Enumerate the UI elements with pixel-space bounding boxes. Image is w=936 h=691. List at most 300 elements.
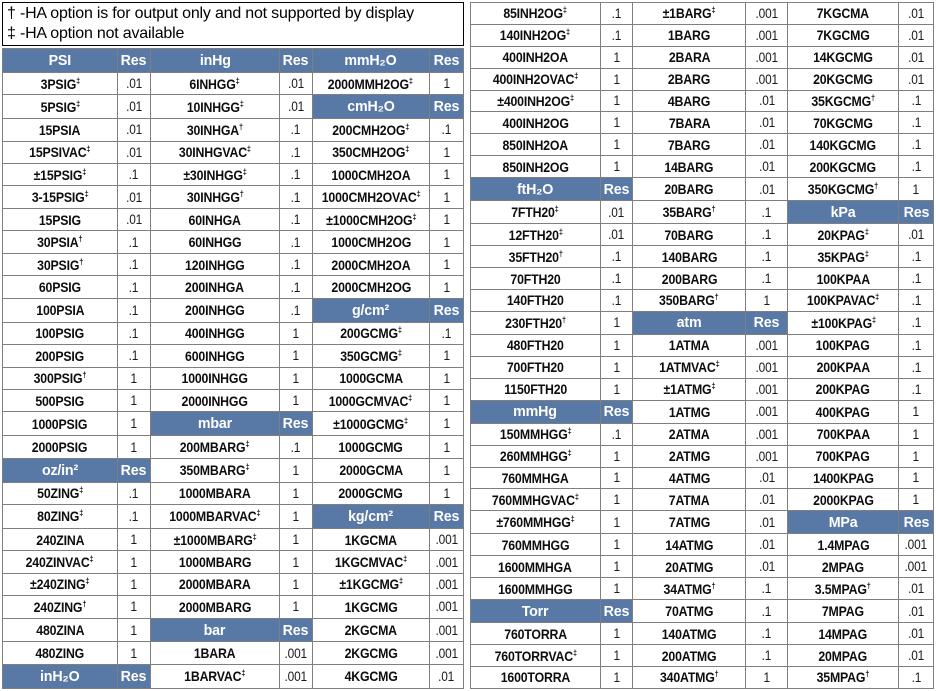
cell-text: ±1000GCMG‡ (333, 415, 409, 432)
cell-text: .1 (911, 381, 921, 397)
cell-text: 2BARA (668, 49, 711, 66)
cell-text: .1 (291, 257, 301, 273)
range-model-cell (471, 3, 601, 25)
cell-text: 1.4MPAG (817, 536, 870, 553)
range-model-cell (633, 156, 746, 178)
cell-text: .1 (291, 234, 301, 250)
cell-text: .1 (611, 27, 622, 43)
table-row (471, 246, 934, 268)
range-model-cell (633, 112, 746, 134)
resolution-value-cell (117, 119, 150, 141)
table-row (3, 664, 464, 688)
footnote-marker: ‡ (572, 646, 577, 657)
range-model-cell (3, 208, 118, 230)
cell-text: 60INHGG (188, 234, 242, 251)
cell-text: 3.5MPAG† (815, 579, 872, 597)
cell-text: 1 (613, 514, 620, 530)
cell-text: 1 (130, 622, 137, 638)
resolution-value-cell (899, 400, 934, 423)
cell-text: 1ATMG (668, 403, 710, 420)
resolution-value-cell (600, 623, 632, 645)
cell-text: Res (433, 98, 460, 116)
table-row (471, 46, 934, 68)
resolution-value-cell (899, 489, 934, 511)
footnote-marker: ‡ (715, 358, 720, 369)
cell-text: .1 (128, 279, 139, 295)
resolution-value-cell (280, 596, 313, 618)
range-model-cell (3, 322, 118, 344)
resolution-value-cell (899, 156, 934, 178)
cell-text: 1 (613, 626, 620, 642)
range-model-cell (150, 119, 280, 141)
range-model-cell (471, 467, 601, 489)
cell-text: 200INHGA (185, 279, 245, 296)
footnote-marker: ‡ (402, 553, 407, 564)
range-model-cell (633, 578, 746, 600)
table-row (471, 578, 934, 600)
cell-text: 30PSIG† (36, 255, 83, 273)
cell-text: kPa (830, 203, 856, 221)
range-model-cell (471, 201, 601, 224)
table-row (471, 334, 934, 356)
resolution-value-cell (280, 164, 313, 186)
range-model-cell (312, 208, 429, 230)
resolution-value-cell (429, 551, 463, 573)
footnote-marker: ‡ (398, 575, 403, 586)
table-row (471, 489, 934, 511)
cell-text: .1 (128, 302, 139, 318)
range-model-cell (633, 645, 746, 667)
range-model-cell (150, 141, 280, 163)
cell-text: 14MPAG (818, 625, 868, 642)
footnote-double-dagger: ‡ -HA option not available (7, 25, 185, 42)
cell-text: .1 (761, 271, 772, 286)
cell-text: 1 (292, 370, 300, 386)
resolution-value-cell (746, 356, 788, 378)
range-model-cell (150, 367, 280, 389)
footnote-marker: † (239, 188, 244, 199)
footnote-marker: ‡ (711, 4, 716, 15)
resolution-value-cell (117, 164, 150, 186)
cell-text: 350MBARG‡ (179, 461, 250, 479)
cell-text: .1 (128, 167, 139, 183)
resolution-value-cell (899, 46, 934, 68)
cell-text: 240ZINVAC‡ (25, 553, 94, 571)
range-model-cell (633, 68, 746, 90)
cell-text: 1 (613, 381, 620, 397)
cell-text: 140KGCMG (809, 136, 877, 153)
table-row (471, 400, 934, 423)
range-model-cell (312, 482, 429, 504)
resolution-value-cell (429, 458, 463, 482)
range-model-cell (3, 95, 118, 119)
resolution-value-cell (746, 534, 788, 556)
table-row (3, 390, 464, 412)
cell-text: 1400KPAG (812, 469, 874, 486)
cell-text: mmHg (513, 403, 558, 421)
cell-text: 35KPAG‡ (817, 247, 869, 265)
cell-text: 340ATMG† (659, 668, 719, 686)
footnote-marker: ‡ (78, 507, 83, 518)
resolution-value-cell (280, 141, 313, 163)
resolution-value-cell (280, 458, 313, 482)
footnote-marker: ‡ (241, 667, 246, 678)
cell-text: 1000MBARVAC‡ (169, 507, 261, 525)
resolution-value-cell (117, 642, 150, 664)
pressure-ranges-table-left (2, 48, 464, 689)
cell-text: 70KGCMG (813, 114, 874, 131)
resolution-value-cell (746, 46, 788, 68)
cell-text: 1 (130, 393, 137, 409)
table-row (471, 90, 934, 112)
footnote-marker: ‡ (252, 530, 257, 541)
cell-text: 1 (613, 359, 620, 375)
range-model-cell (312, 528, 429, 550)
unit-header-cell (788, 201, 899, 224)
footnote-marker: ‡ (411, 211, 416, 222)
range-model-cell (312, 322, 429, 344)
cell-text: Res (433, 301, 460, 319)
resolution-value-cell (746, 623, 788, 645)
cell-text: 70BARG (664, 226, 714, 243)
footnote-marker: ‡ (75, 98, 80, 108)
resolution-value-cell (280, 573, 313, 595)
resolution-value-cell (600, 378, 632, 400)
cell-text: Res (283, 51, 309, 69)
range-model-cell (150, 436, 280, 458)
range-model-cell (471, 489, 601, 511)
cell-text: PSI (48, 51, 72, 69)
resolution-value-cell (600, 201, 632, 224)
cell-text: kg/cm² (348, 507, 394, 525)
cell-text: 2000GCMA (338, 462, 403, 479)
cell-text: 1ATMVAC‡ (659, 358, 720, 376)
footnote-marker: ‡ (864, 226, 869, 237)
resolution-value-cell (280, 276, 313, 298)
resolution-value-cell (600, 112, 632, 134)
resolution-value-cell (899, 578, 934, 600)
cell-text: .001 (435, 622, 458, 638)
cell-text: 150MMHGG‡ (499, 425, 572, 443)
cell-text: Res (120, 667, 147, 685)
table-row (3, 505, 464, 529)
resolution-value-cell (600, 467, 632, 489)
range-model-cell (471, 289, 601, 311)
footnote-marker: † (714, 668, 719, 679)
resolution-value-cell (429, 596, 463, 618)
unit-header-cell (3, 458, 118, 482)
table-row (3, 119, 464, 141)
unit-header-cell (312, 505, 429, 529)
cell-text: 7BARG (668, 136, 711, 153)
unit-header-cell (150, 618, 280, 642)
cell-text: 200MBARG‡ (179, 438, 250, 456)
right-column (470, 2, 934, 689)
range-model-cell (471, 578, 601, 600)
resolution-value-cell (280, 186, 313, 208)
cell-text: 70FTH20 (510, 270, 561, 287)
range-model-cell (312, 390, 429, 412)
cell-text: ±1000MBARG‡ (173, 530, 257, 548)
range-model-cell (633, 666, 746, 688)
cell-text: 1 (292, 508, 300, 524)
cell-text: ±1ATMG‡ (663, 380, 716, 398)
cell-text: .001 (755, 49, 778, 65)
range-model-cell (633, 334, 746, 356)
resolution-value-cell (280, 72, 313, 94)
cell-text: 1 (912, 492, 920, 508)
footnote-marker: ‡ (239, 98, 244, 108)
cell-text: .01 (287, 76, 304, 92)
cell-text: 1 (443, 485, 450, 501)
footnote-marker: † (874, 180, 879, 191)
cell-text: ±1BARG‡ (662, 4, 716, 22)
cell-text: 1000CMH2OA (331, 166, 411, 183)
res-header-cell (117, 664, 150, 688)
resolution-value-cell (117, 298, 150, 322)
cell-text: .01 (125, 76, 142, 92)
table-row (3, 208, 464, 230)
resolution-value-cell (117, 482, 150, 504)
range-model-cell (150, 253, 280, 275)
resolution-value-cell (600, 666, 632, 688)
cell-text: 350CMH2OG‡ (332, 143, 410, 161)
resolution-value-cell (117, 528, 150, 550)
cell-text: 1000MBARG (178, 554, 251, 571)
range-model-cell (788, 489, 899, 511)
range-model-cell (312, 596, 429, 618)
cell-text: 4ATMG (668, 469, 710, 486)
resolution-value-cell (746, 645, 788, 667)
range-model-cell (633, 90, 746, 112)
range-model-cell (3, 528, 118, 550)
cell-text: 1600MMHGG (498, 580, 573, 597)
cell-text: .01 (608, 227, 625, 243)
cell-text: 30PSIA† (37, 233, 83, 251)
cell-text: .001 (435, 532, 458, 548)
resolution-value-cell (899, 534, 934, 556)
cell-text: .1 (291, 144, 301, 160)
resolution-value-cell (746, 268, 788, 290)
resolution-value-cell (600, 556, 632, 578)
cell-text: 1 (130, 645, 137, 661)
range-model-cell (471, 46, 601, 68)
resolution-value-cell (280, 345, 313, 367)
cell-text: .1 (761, 626, 772, 642)
resolution-value-cell (746, 666, 788, 688)
resolution-value-cell (429, 436, 463, 458)
range-model-cell (150, 298, 280, 322)
res-header-cell (429, 49, 463, 73)
resolution-value-cell (746, 289, 788, 311)
resolution-value-cell (429, 119, 463, 141)
resolution-value-cell (746, 90, 788, 112)
cell-text: 1000PSIG (32, 415, 88, 432)
cell-text: inHg (199, 51, 231, 69)
cell-text: .1 (128, 234, 139, 250)
range-model-cell (312, 618, 429, 642)
resolution-value-cell (600, 578, 632, 600)
table-row (3, 231, 464, 253)
table-row (3, 573, 464, 595)
table-row (3, 618, 464, 642)
resolution-value-cell (280, 528, 313, 550)
cell-text: .001 (435, 599, 458, 615)
cell-text: Res (753, 314, 780, 332)
resolution-value-cell (600, 268, 632, 290)
cell-text: .1 (291, 302, 301, 318)
cell-text: .1 (911, 315, 921, 331)
cell-text: 240ZINA (35, 531, 84, 548)
range-model-cell (471, 112, 601, 134)
range-model-cell (150, 72, 280, 94)
cell-text: 400INH2OVAC‡ (492, 70, 578, 88)
cell-text: .1 (911, 669, 921, 685)
cell-text: ±30INHGG‡ (183, 166, 247, 183)
range-model-cell (3, 367, 118, 389)
range-model-cell (471, 334, 601, 356)
resolution-value-cell (117, 276, 150, 298)
resolution-value-cell (746, 600, 788, 623)
table-row (3, 642, 464, 664)
cell-text: 20MPAG (818, 647, 868, 664)
resolution-value-cell (600, 311, 632, 334)
range-model-cell (3, 253, 118, 275)
cell-text: 140BARG (661, 248, 718, 265)
unit-header-cell (471, 400, 601, 423)
range-model-cell (150, 505, 280, 529)
cell-text: 200CMH2OG‡ (332, 121, 410, 138)
resolution-value-cell (899, 134, 934, 156)
range-model-cell (471, 556, 601, 578)
resolution-value-cell (746, 489, 788, 511)
pressure-ranges-table-right (470, 2, 934, 689)
res-header-cell (899, 201, 934, 224)
table-body (3, 49, 464, 689)
table-row (471, 556, 934, 578)
resolution-value-cell (117, 345, 150, 367)
cell-text: .01 (908, 27, 925, 43)
resolution-value-cell (429, 141, 463, 163)
cell-text: .01 (758, 115, 775, 131)
cell-text: 350GCMG‡ (339, 347, 402, 364)
footnote-marker: † (711, 579, 716, 590)
cell-text: .01 (438, 668, 455, 684)
range-model-cell (633, 178, 746, 201)
cell-text: .01 (908, 581, 925, 597)
cell-text: Res (120, 51, 147, 69)
footnote-marker: ‡ (242, 166, 247, 177)
range-model-cell (633, 600, 746, 623)
footnote-marker: † (82, 598, 87, 609)
cell-text: cmH₂O (347, 98, 395, 116)
range-model-cell (150, 208, 280, 230)
footnote-marker: ‡ (563, 4, 568, 15)
cell-text: .1 (761, 603, 772, 619)
footnote-marker: ‡ (405, 121, 410, 132)
resolution-value-cell (280, 482, 313, 504)
resolution-value-cell (746, 334, 788, 356)
cell-text: oz/in² (41, 461, 78, 479)
footnote-marker: ‡ (397, 347, 402, 358)
cell-text: 14KGCMG (813, 49, 874, 66)
range-model-cell (150, 322, 280, 344)
cell-text: .1 (611, 292, 622, 308)
cell-text: 1 (292, 462, 300, 478)
cell-text: 14BARG (664, 158, 714, 175)
cell-text: 6INHGG‡ (189, 74, 240, 92)
cell-text: 1000MBARA (178, 485, 251, 502)
cell-text: .001 (755, 27, 778, 43)
resolution-value-cell (429, 482, 463, 504)
cell-text: 100PSIA (35, 302, 84, 319)
range-model-cell (471, 24, 601, 46)
range-model-cell (471, 224, 601, 246)
resolution-value-cell (899, 334, 934, 356)
cell-text: .01 (287, 99, 304, 115)
range-model-cell (3, 119, 118, 141)
cell-text: .001 (435, 645, 458, 661)
table-row (471, 112, 934, 134)
range-model-cell (471, 511, 601, 534)
range-model-cell (633, 556, 746, 578)
resolution-value-cell (280, 119, 313, 141)
cell-text: .1 (128, 348, 139, 364)
resolution-value-cell (899, 445, 934, 467)
range-model-cell (150, 458, 280, 482)
table-row (471, 178, 934, 201)
cell-text: 1 (912, 404, 920, 420)
cell-text: 1 (130, 599, 137, 615)
resolution-value-cell (280, 322, 313, 344)
cell-text: 1 (763, 292, 770, 308)
cell-text: 1 (613, 470, 620, 486)
range-model-cell (788, 156, 899, 178)
footnote-marker: ‡ (86, 143, 91, 154)
cell-text: 5PSIG‡ (40, 98, 80, 115)
range-model-cell (150, 551, 280, 573)
range-model-cell (633, 289, 746, 311)
footnote-marker: ‡ (245, 461, 250, 472)
cell-text: .01 (125, 99, 142, 115)
table-row (471, 268, 934, 290)
range-model-cell (150, 390, 280, 412)
cell-text: ±15PSIG‡ (33, 166, 87, 183)
cell-text: 35MPAG† (816, 668, 870, 686)
resolution-value-cell (899, 24, 934, 46)
range-model-cell (633, 46, 746, 68)
cell-text: 1 (613, 648, 620, 663)
table-row (471, 600, 934, 623)
resolution-value-cell (899, 289, 934, 311)
resolution-value-cell (117, 367, 150, 389)
range-model-cell (3, 505, 118, 529)
range-model-cell (633, 445, 746, 467)
range-model-cell (471, 378, 601, 400)
range-model-cell (633, 623, 746, 645)
cell-text: 20ATMG (665, 558, 714, 575)
cell-text: .001 (755, 71, 778, 87)
resolution-value-cell (117, 505, 150, 529)
range-model-cell (471, 623, 601, 645)
res-header-cell (429, 505, 463, 529)
resolution-value-cell (899, 224, 934, 246)
cell-text: .001 (435, 554, 458, 570)
resolution-value-cell (746, 178, 788, 201)
resolution-value-cell (429, 528, 463, 550)
resolution-value-cell (117, 95, 150, 119)
resolution-value-cell (429, 208, 463, 230)
